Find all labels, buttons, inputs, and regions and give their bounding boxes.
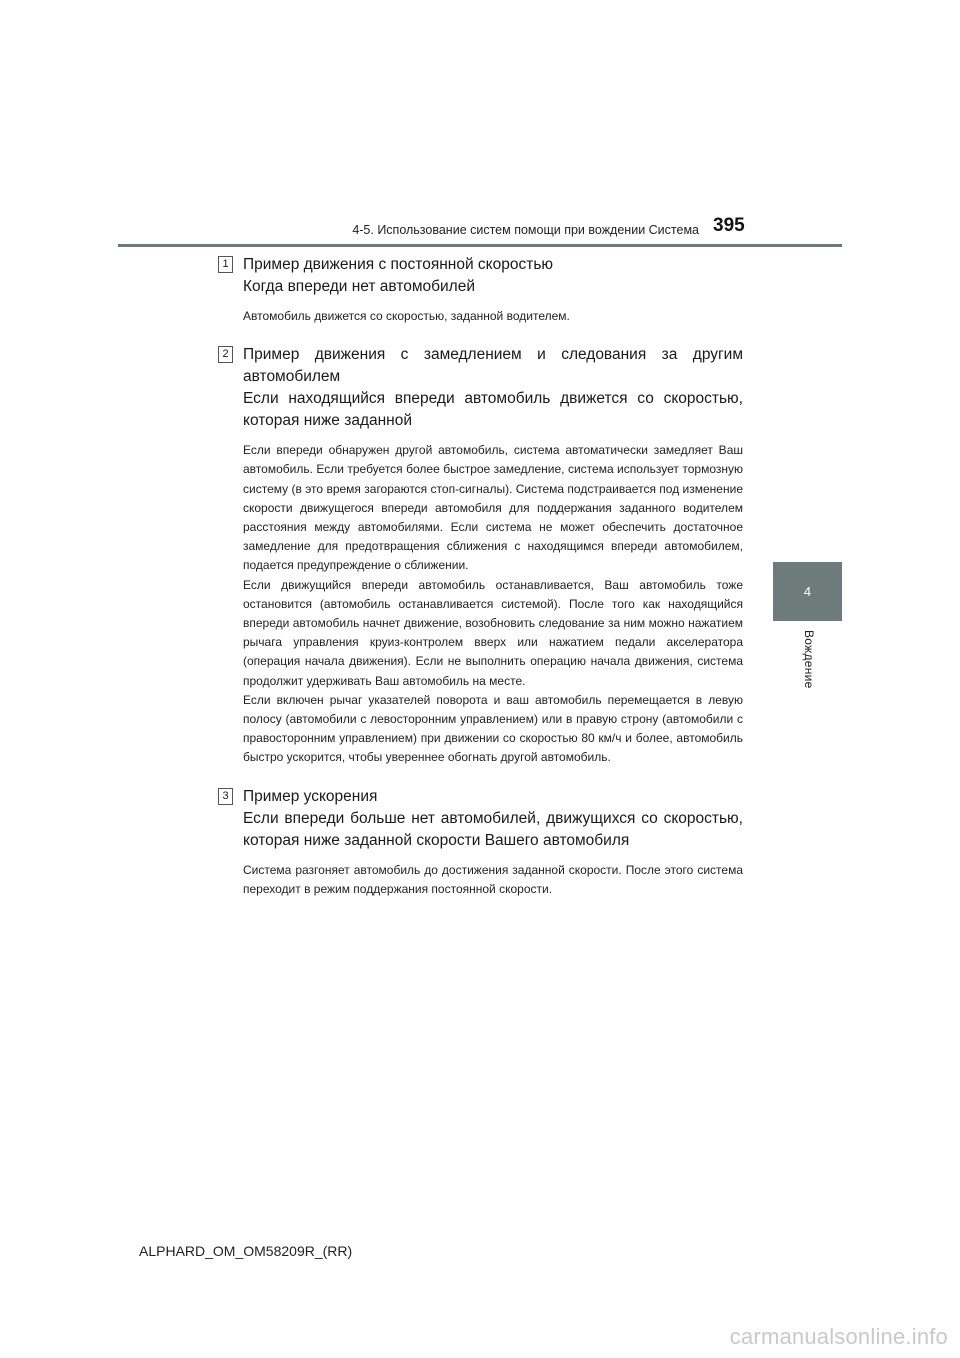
- chapter-tab-number: 4: [803, 584, 812, 599]
- watermark: carmanualsonline.info: [729, 1324, 948, 1349]
- step-title: Пример движения с замедлением и следования за другим автомобилем Если находящийся впереди автомобиль движется со скоростью, которая ниже заданной: [243, 346, 743, 430]
- chapter-tab-label: Вождение: [802, 630, 816, 689]
- chapter-tab[interactable]: [773, 562, 842, 621]
- step-title: Пример движения с постоянной скоростью Когда впереди нет автомобилей: [243, 256, 554, 295]
- step-3: [222, 786, 743, 899]
- header-divider: [118, 244, 842, 247]
- step-number-badge: 2: [218, 346, 233, 363]
- step-2: [222, 344, 743, 767]
- step-1: [222, 254, 743, 326]
- page-number: 395: [713, 215, 745, 236]
- step-description: Система разгоняет автомобиль до достижения заданной скорости. После этого система переходит в режим поддержания постоянной скорости.: [243, 862, 743, 896]
- step-description: Автомобиль движется со скоростью, заданной водителем.: [243, 309, 570, 323]
- step-title: Пример ускорения Если впереди больше нет автомобилей, движущихся со скоростью, которая ниже заданной скорости Вашего автомобиля: [243, 787, 743, 849]
- step-number-badge: 1: [218, 256, 233, 273]
- step-description: Если впереди обнаружен другой автомобиль, система автоматически замедляет Ваш автомобиль. Если требуется более быстрое замедление, система использует тормозную систему (в это время загораются стоп-сигналы). Система подстраивается под изменение скорости движущегося впереди автомобиля для поддержания заданного водителем расстояния между автомобилями. Если система не может обеспечить достаточное замедление для предотвращения сближения с находящимся впереди автомобилем, подается предупреждение о сближении. Если движущийся впереди автомобиль останавливается, Ваш автомобиль тоже остановится (автомобиль останавливается системой). После того как находящийся впереди автомобиль начнет движение, возобновить следование за ним можно нажатием рычага управления круиз-контролем вверх или нажатием педали акселератора (операция начала движения). Если не выполнить операцию начала движения, система продолжит удерживать Ваш автомобиль на месте. Если включен рычаг указателей поворота и ваш автомобиль перемещается в левую полосу (автомобили с левосторонним управлением) или в правую строну (автомобили с правосторонним управлением) при движении со скоростью 80 км/ч и более, автомобиль быстро ускорится, чтобы увереннее обогнать другой автомобиль.: [243, 443, 743, 765]
- document-code: ALPHARD_OM_OM58209R_(RR): [139, 1243, 353, 1259]
- section-title: 4-5. Использование систем помощи при вождении Система: [352, 223, 699, 237]
- main-content: [222, 254, 743, 899]
- step-number-badge: 3: [218, 788, 233, 805]
